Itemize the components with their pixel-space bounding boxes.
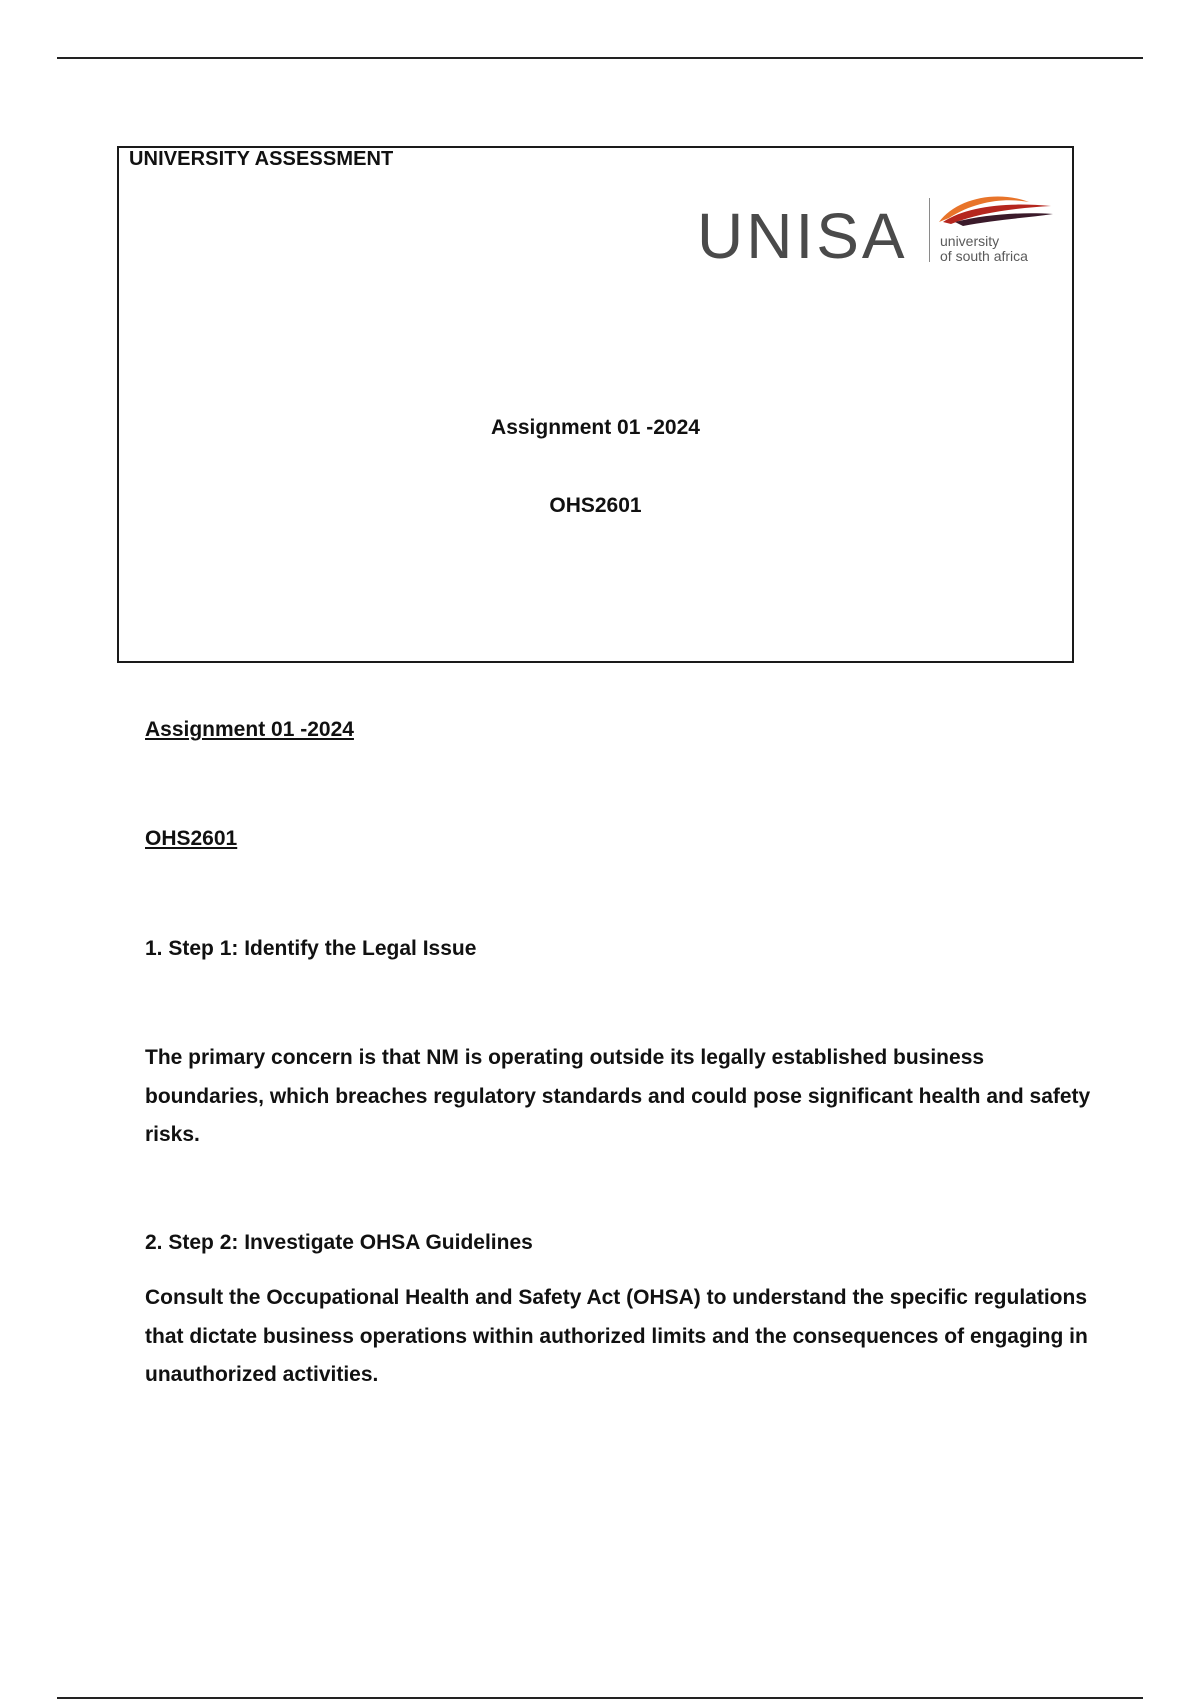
step2-title: 2. Step 2: Investigate OHSA Guidelines — [145, 1231, 533, 1254]
document-course-code: OHS2601 — [145, 827, 238, 850]
cover-heading: UNIVERSITY ASSESSMENT — [129, 148, 394, 170]
step2-paragraph: Consult the Occupational Health and Safety Act (OHSA) to understand the specific regulations that dictate business operations within authorized limits and the consequences of engaging in unauthorized activities. — [145, 1286, 1088, 1386]
cover-box — [117, 146, 1074, 663]
document-heading: Assignment 01 -2024 — [145, 718, 354, 741]
step1-title: 1. Step 1: Identify the Legal Issue — [145, 937, 477, 960]
swoosh-icon — [937, 192, 1053, 232]
unisa-logo — [697, 192, 1057, 280]
step1-paragraph: The primary concern is that NM is operating outside its legally established business boundaries, which breaches regulatory standards and could pose significant health and safety risks. — [145, 1046, 1091, 1146]
logo-tagline-line1: university — [940, 233, 1000, 249]
cover-course-code: OHS2601 — [549, 494, 642, 517]
logo-tagline — [940, 234, 1028, 264]
logo-tagline-line2: of south africa — [940, 248, 1028, 264]
logo-wordmark: UNISA — [697, 200, 908, 272]
cover-title: Assignment 01 -2024 — [491, 416, 700, 439]
header-rule — [57, 57, 1143, 59]
logo-divider — [929, 198, 930, 262]
footer-rule — [57, 1697, 1143, 1699]
